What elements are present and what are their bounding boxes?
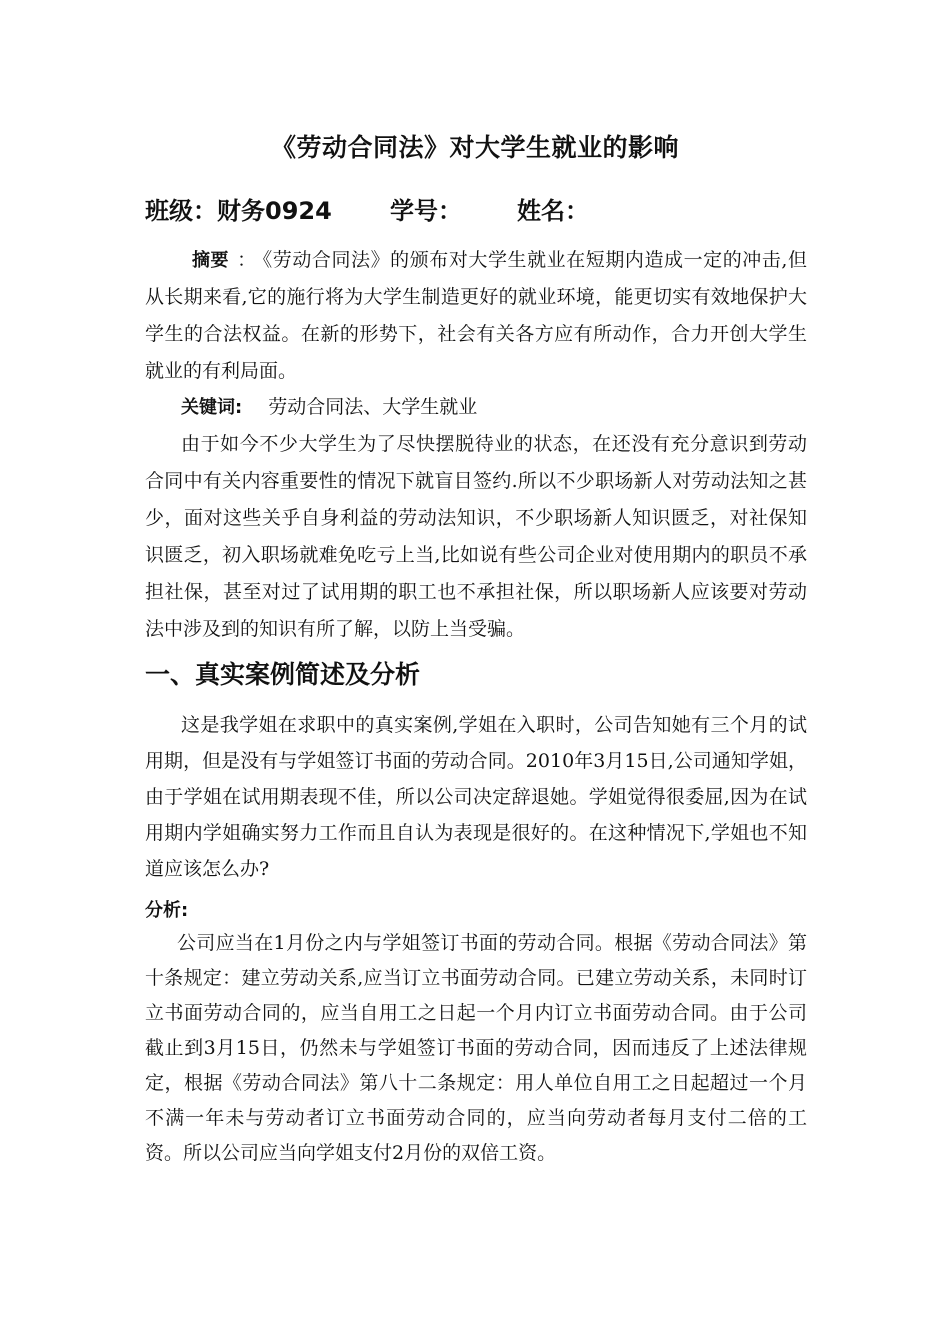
- document-title: 《劳动合同法》对大学生就业的影响: [270, 133, 679, 162]
- keywords-label: 关键词:: [181, 397, 243, 418]
- abstract-separator: ：: [237, 249, 257, 271]
- student-info-line: [145, 193, 845, 229]
- student-name-label: 姓名：: [517, 197, 589, 225]
- class-label: 班级：财务0924: [145, 197, 332, 225]
- keywords-line: [145, 389, 807, 426]
- abstract-label: 摘要: [192, 250, 230, 271]
- abstract-paragraph: [145, 242, 807, 390]
- keywords-text: 劳动合同法、大学生就业: [268, 396, 478, 418]
- intro-paragraph: 由于如今不少大学生为了尽快摆脱待业的状态，在还没有充分意识到劳动合同中有关内容重要性的情况下就盲目签约.所以不少职场新人对劳动法知之甚少，面对这些关乎自身利益的劳动法知识，不少职场新人知识匮乏，对社保知识匮乏，初入职场就难免吃亏上当,比如说有些公司企业对使用期内的职员不承担社保，甚至对过了试用期的职工也不承担社保，所以职场新人应该要对劳动法中涉及到的知识有所了解，以防上当受骗。: [145, 433, 807, 640]
- section-heading: 一、真实案例简述及分析: [145, 660, 421, 689]
- student-id-label: 学号：: [390, 197, 462, 225]
- analysis-label: 分析:: [145, 900, 189, 921]
- case-paragraph: 这是我学姐在求职中的真实案例,学姐在入职时，公司告知她有三个月的试用期，但是没有与学姐签订书面的劳动合同。2010年3月15日,公司通知学姐，由于学姐在试用期表现不佳，所以公司决定辞退她。学姐觉得很委屈,因为在试用期内学姐确实努力工作而且自认为表现是很好的。在这种情况下,学姐也不知道应该怎么办?: [145, 714, 807, 880]
- abstract-text: 《劳动合同法》的颁布对大学生就业在短期内造成一定的冲击,但从长期来看,它的施行将为大学生制造更好的就业环境，能更切实有效地保护大学生的合法权益。在新的形势下，社会有关各方应有所动作，合力开创大学生就业的有利局面。: [145, 249, 807, 382]
- analysis-paragraph: 公司应当在1月份之内与学姐签订书面的劳动合同。根据《劳动合同法》第十条规定：建立劳动关系,应当订立书面劳动合同。已建立劳动关系，未同时订立书面劳动合同的，应当自用工之日起一个月内订立书面劳动合同。由于公司截止到3月15日，仍然未与学姐签订书面的劳动合同，因而违反了上述法律规定，根据《劳动合同法》第八十二条规定：用人单位自用工之日起超过一个月不满一年未与劳动者订立书面劳动合同的，应当向劳动者每月支付二倍的工资。所以公司应当向学姐支付2月份的双倍工资。: [145, 932, 807, 1164]
